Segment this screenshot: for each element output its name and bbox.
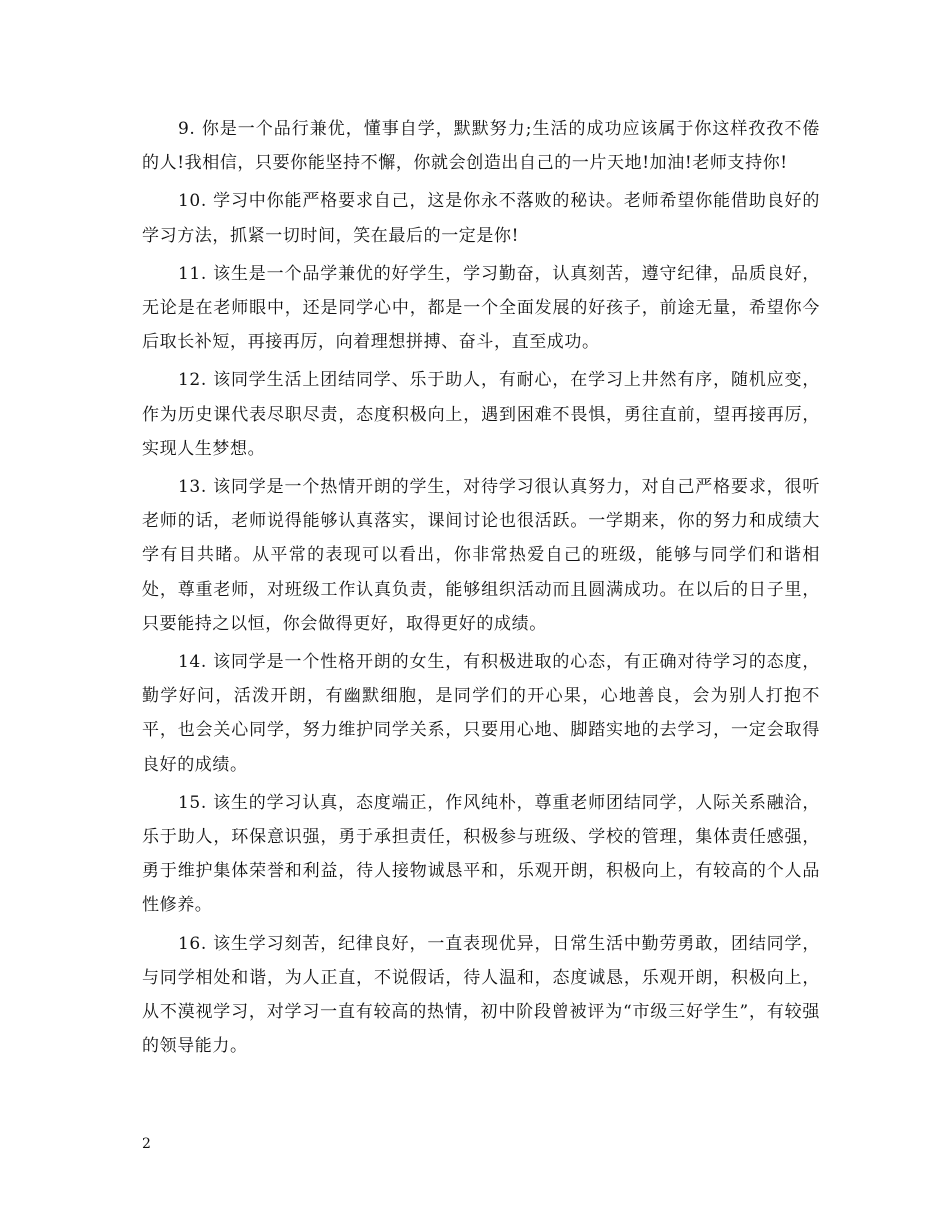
paragraph-13: 13. 该同学是一个热情开朗的学生，对待学习很认真努力，对自己严格要求，很听老师的话，老师说得能够认真落实，课间讨论也很活跃。一学期来，你的努力和成绩大学有目共睹。从平常的表现可以看出，你非常热爱自己的班级，能够与同学们和谐相处，尊重老师，对班级工作认真负责，能够组织活动而且圆满成功。在以后的日子里，只要能持之以恒，你会做得更好，取得更好的成绩。 xyxy=(142,477,820,634)
paragraph-10: 10. 学习中你能严格要求自己，这是你永不落败的秘诀。老师希望你能借助良好的学习方法，抓紧一切时间，笑在最后的一定是你! xyxy=(142,191,820,246)
paragraph-11: 11. 该生是一个品学兼优的好学生，学习勤奋，认真刻苦，遵守纪律，品质良好，无论是在老师眼中，还是同学心中，都是一个全面发展的好孩子，前途无量，希望你今后取长补短，再接再厉，向着理想拼搏、奋斗，直至成功。 xyxy=(142,263,820,353)
paragraph-9: 9. 你是一个品行兼优，懂事自学，默默努力;生活的成功应该属于你这样孜孜不倦的人!我相信，只要你能坚持不懈，你就会创造出自己的一片天地!加油!老师支持你! xyxy=(142,119,820,174)
paragraph-12: 12. 该同学生活上团结同学、乐于助人，有耐心，在学习上井然有序，随机应变，作为历史课代表尽职尽责，态度积极向上，遇到困难不畏惧，勇往直前，望再接再厉，实现人生梦想。 xyxy=(142,370,820,459)
paragraph-15: 15. 该生的学习认真，态度端正，作风纯朴，尊重老师团结同学，人际关系融洽，乐于助人，环保意识强，勇于承担责任，积极参与班级、学校的管理，集体责任感强，勇于维护集体荣誉和利益，待人接物诚恳平和，乐观开朗，积极向上，有较高的个人品性修养。 xyxy=(142,792,820,916)
paragraph-14: 14. 该同学是一个性格开朗的女生，有积极进取的心态，有正确对待学习的态度，勤学好问，活泼开朗，有幽默细胞，是同学们的开心果，心地善良，会为别人打抱不平，也会关心同学，努力维护同学关系，只要用心地、脚踏实地的去学习，一定会取得良好的成绩。 xyxy=(142,652,820,775)
page-number: 2 xyxy=(142,1136,151,1152)
document-body xyxy=(142,112,820,1067)
paragraph-16: 16. 该生学习刻苦，纪律良好，一直表现优异，日常生活中勤劳勇敢，团结同学，与同学相处和谐，为人正直，不说假话，待人温和，态度诚恳，乐观开朗，积极向上，从不漠视学习，对学习一直有较高的热情，初中阶段曾被评为“市级三好学生”，有较强的领导能力。 xyxy=(142,933,820,1057)
